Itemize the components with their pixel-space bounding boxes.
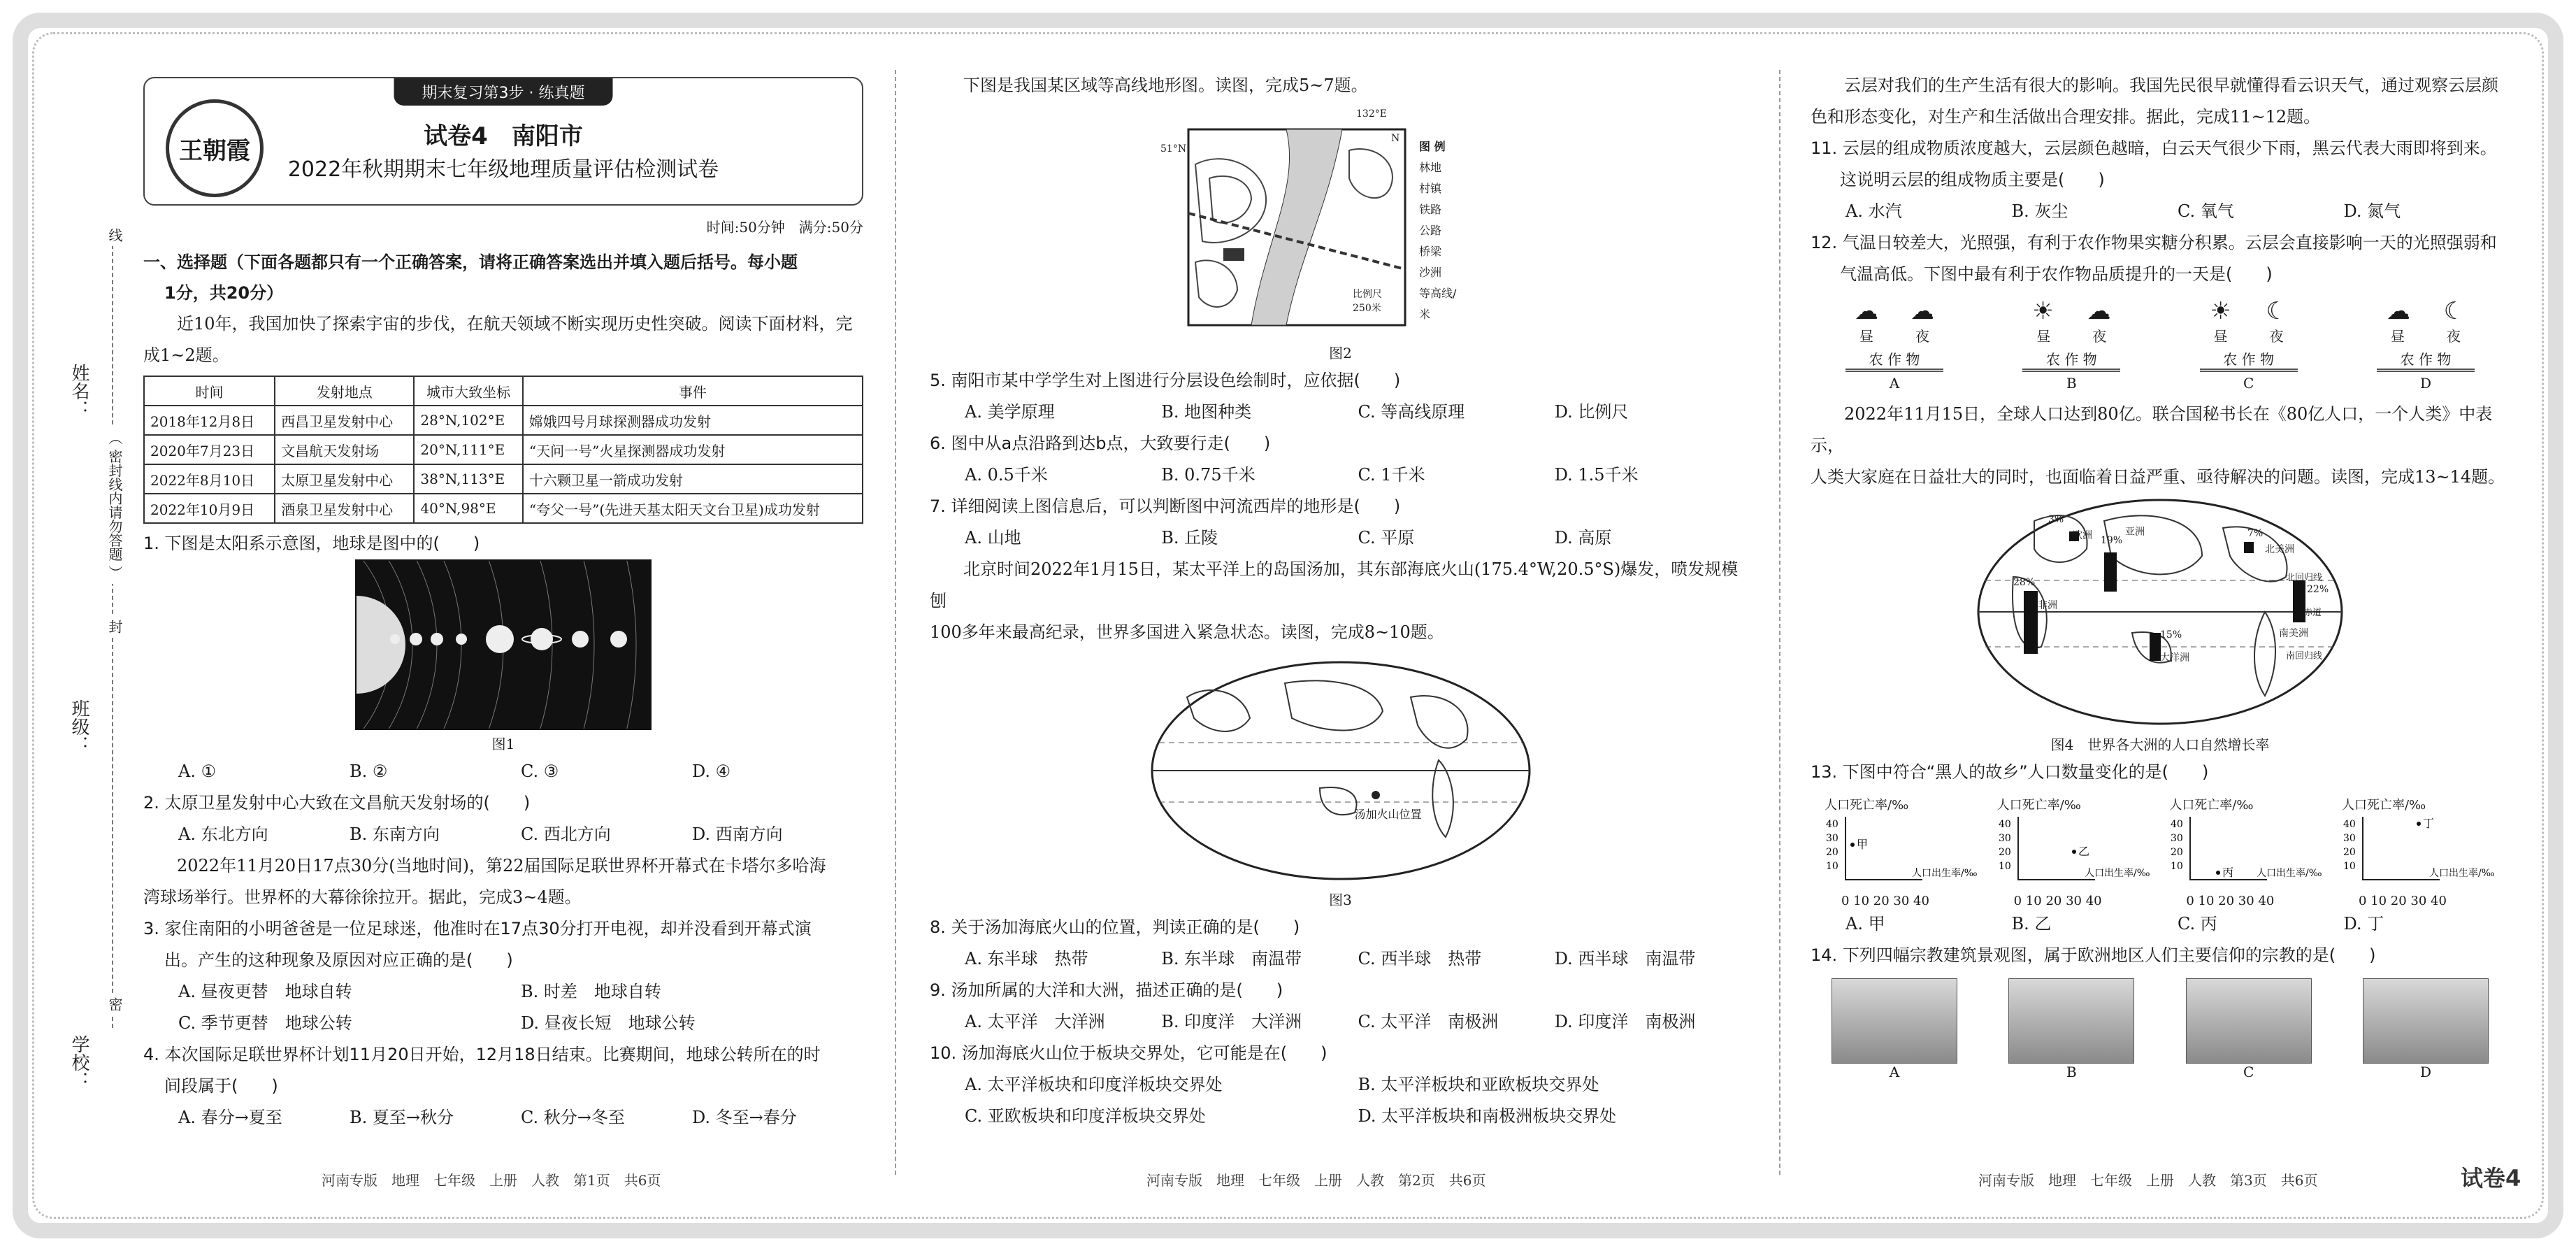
point-label: 丁 bbox=[2422, 817, 2434, 830]
option: A. 山地 bbox=[965, 528, 1021, 548]
x-axis-label: 人口出生率/‰ bbox=[1912, 868, 1978, 879]
day-label: 昼 bbox=[1859, 328, 1873, 345]
option: D. 太平洋板块和南极洲板块交界处 bbox=[1358, 1106, 1617, 1126]
label-equator: 赤道 bbox=[2303, 608, 2322, 618]
question-3: 3. 家住南阳的小明爸爸是一位足球迷，他准时在17点30分打开电视，却并没看到开幕式演 bbox=[143, 919, 812, 938]
x-tick-labels: 0 10 20 30 40 bbox=[2186, 894, 2275, 908]
option: B. 0.75千米 bbox=[1161, 465, 1255, 485]
question-14: 14. 下列四幅宗教建筑景观图，属于欧洲地区人们主要信仰的宗教的是( ) bbox=[1811, 945, 2376, 965]
weather-options bbox=[1811, 297, 2510, 392]
question-7: 7. 详细阅读上图信息后，可以判断图中河流西岸的地形是( ) bbox=[930, 496, 1401, 516]
option: D. 高原 bbox=[1554, 528, 1612, 548]
table-cell: 2022年10月9日 bbox=[144, 494, 275, 523]
y-axis-label: 人口死亡率/‰ bbox=[2169, 798, 2254, 813]
question-6: 6. 图中从a点沿路到达b点，大致要行走( ) bbox=[930, 434, 1271, 453]
options-q11 bbox=[1811, 196, 2510, 227]
mini-chart-plot bbox=[2342, 813, 2496, 890]
mini-chart-plot bbox=[1997, 813, 2151, 890]
option: A. ① bbox=[178, 762, 217, 781]
exam-header bbox=[143, 77, 863, 206]
legend-item: 桥梁 bbox=[1419, 245, 1442, 258]
crop-label: 农 作 物 bbox=[2377, 348, 2475, 372]
y-axis-label: 人口死亡率/‰ bbox=[2341, 798, 2426, 813]
option: B. 东南方向 bbox=[350, 824, 440, 844]
column-divider bbox=[1779, 70, 1780, 1175]
option: C. 季节更替 地球公转 bbox=[178, 1013, 352, 1033]
legend-item: 沙洲 bbox=[1419, 266, 1442, 279]
section-heading: 一、选择题（下面各题都只有一个正确答案，请将正确答案选出并填入题后括号。每小题 bbox=[143, 252, 798, 272]
table-cell: 嫦娥四号月球探测器成功发射 bbox=[523, 406, 863, 435]
option: C. 1千米 bbox=[1358, 465, 1425, 485]
y-tick-label: 10 bbox=[2343, 861, 2356, 872]
options-q4 bbox=[143, 1102, 863, 1134]
question-4: 4. 本次国际足联世界杯计划11月20日开始，12月18日结束。比赛期间，地球公转所在的时 bbox=[143, 1045, 821, 1064]
option-letter: B bbox=[2066, 1064, 2077, 1080]
option: A. 太平洋 大洋洲 bbox=[965, 1012, 1105, 1031]
table-row bbox=[144, 464, 863, 494]
label-oceania: 大洋洲 bbox=[2160, 652, 2189, 664]
table-cell: 酒泉卫星发射中心 bbox=[275, 494, 414, 523]
y-tick-label: 20 bbox=[1826, 847, 1839, 858]
pct-north-america: 7% bbox=[2247, 528, 2264, 539]
data-point bbox=[2417, 822, 2421, 826]
religious-buildings bbox=[1811, 978, 2510, 1080]
seal-word-2: 封 bbox=[105, 615, 125, 638]
x-axis-label: 人口出生率/‰ bbox=[2084, 868, 2150, 879]
pagoda-image bbox=[2363, 978, 2489, 1064]
options-q13 bbox=[1811, 908, 2510, 940]
options-q10 bbox=[930, 1069, 1751, 1132]
mini-chart bbox=[2169, 795, 2323, 908]
mini-chart-plot bbox=[1825, 813, 1978, 890]
page-2 bbox=[930, 63, 1751, 1189]
x-axis-label: 人口出生率/‰ bbox=[2429, 868, 2495, 879]
label-asia: 亚洲 bbox=[2125, 527, 2145, 538]
mosque-image bbox=[2008, 978, 2134, 1064]
option: B. 太平洋板块和亚欧板块交界处 bbox=[1358, 1075, 1599, 1094]
option: C. 等高线原理 bbox=[1358, 402, 1465, 422]
point-label: 甲 bbox=[1857, 838, 1869, 851]
label-tropic-cancer: 北回归线 bbox=[2286, 573, 2323, 583]
x-axis-label: 人口出生率/‰ bbox=[2257, 868, 2322, 879]
table-cell: 2022年8月10日 bbox=[144, 464, 275, 494]
table-cell: 2020年7月23日 bbox=[144, 435, 275, 464]
world-map bbox=[1145, 655, 1537, 886]
option: D. 比例尺 bbox=[1554, 402, 1629, 422]
y-axis-label: 人口死亡率/‰ bbox=[1996, 798, 2081, 813]
night-label: 夜 bbox=[2269, 328, 2284, 345]
y-tick-label: 40 bbox=[2171, 819, 2184, 830]
y-tick-label: 20 bbox=[1998, 847, 2011, 858]
option: B. 东半球 南温带 bbox=[1161, 949, 1302, 968]
exam-subtitle: 2022年秋期期末七年级地理质量评估检测试卷 bbox=[287, 157, 719, 182]
map-legend bbox=[1419, 136, 1461, 325]
option: A. 太平洋板块和印度洋板块交界处 bbox=[965, 1075, 1223, 1094]
option: D. 西半球 南温带 bbox=[1554, 949, 1696, 968]
option-letter: A bbox=[1889, 1064, 1900, 1080]
table-header: 城市大致坐标 bbox=[414, 376, 522, 406]
option: D. 氮气 bbox=[2343, 201, 2401, 221]
legend-item: 公路 bbox=[1419, 224, 1442, 237]
point-label: 丙 bbox=[2222, 866, 2234, 879]
pct-asia: 19% bbox=[2101, 535, 2123, 546]
solar-system-diagram bbox=[357, 561, 650, 729]
building-photo-a bbox=[1832, 978, 1957, 1080]
sun-icon: ☀ bbox=[2032, 297, 2054, 325]
options-q9 bbox=[930, 1006, 1751, 1038]
table-cell: 十六颗卫星一箭成功发射 bbox=[523, 464, 863, 494]
label-tropic-capricorn: 南回归线 bbox=[2286, 651, 2323, 662]
option: D. 冬至→春分 bbox=[692, 1108, 797, 1127]
question-1: 1. 下图是太阳系示意图，地球是图中的( ) bbox=[143, 534, 480, 553]
y-axis-label: 人口死亡率/‰ bbox=[1825, 798, 1909, 813]
day-label: 昼 bbox=[2390, 328, 2405, 345]
y-tick-label: 30 bbox=[2343, 833, 2356, 844]
options-q3 bbox=[143, 976, 863, 1039]
page3-intro-2: 色和形态变化，对生产和生活做出合理安排。据此，完成11~12题。 bbox=[1811, 107, 2321, 127]
y-tick-label: 40 bbox=[2343, 819, 2356, 830]
question-8: 8. 关于汤加海底火山的位置，判读正确的是( ) bbox=[930, 917, 1300, 937]
option: A. 0.5千米 bbox=[965, 465, 1048, 485]
y-tick-label: 30 bbox=[1998, 833, 2011, 844]
x-tick-labels: 0 10 20 30 40 bbox=[2358, 894, 2447, 908]
option: B. 灰尘 bbox=[2011, 201, 2068, 221]
question-9: 9. 汤加所属的大洋和大洲，描述正确的是( ) bbox=[930, 980, 1283, 1000]
section-heading-2: 1分，共20分） bbox=[164, 283, 284, 303]
intro-text-2: 成1~2题。 bbox=[143, 345, 229, 365]
weather-option-b bbox=[2015, 297, 2127, 392]
option: C. 平原 bbox=[1358, 528, 1415, 548]
table-row bbox=[144, 435, 863, 464]
y-tick-label: 10 bbox=[1998, 861, 2011, 872]
options-q7 bbox=[930, 522, 1751, 554]
footer-page-2: 河南专版 地理 七年级 上册 人教 第2页 共6页 bbox=[1146, 1172, 1486, 1189]
option: C. 太平洋 南极洲 bbox=[1358, 1012, 1499, 1031]
world-map-figure bbox=[1145, 655, 1537, 886]
mini-chart bbox=[1997, 795, 2151, 908]
y-tick-label: 20 bbox=[2171, 847, 2184, 858]
point-label: 乙 bbox=[2078, 845, 2089, 858]
temple-image bbox=[2186, 978, 2312, 1064]
night-label: 夜 bbox=[2446, 328, 2461, 345]
option-letter: C bbox=[2243, 375, 2254, 392]
table-cell: “天问一号”火星探测器成功发射 bbox=[523, 435, 863, 464]
pct-europe: 3% bbox=[2048, 514, 2064, 525]
option: C. 西北方向 bbox=[521, 824, 611, 844]
option: A. 昼夜更替 地球自转 bbox=[178, 982, 352, 1001]
option: A. 甲 bbox=[1845, 914, 1885, 934]
moon-icon: ☾ bbox=[2443, 297, 2466, 325]
figure-caption: 图4 世界各大洲的人口自然增长率 bbox=[2050, 736, 2270, 753]
y-tick-label: 30 bbox=[2171, 833, 2184, 844]
paper-badge: 试卷4 bbox=[2461, 1165, 2521, 1192]
option-letter: A bbox=[1889, 375, 1900, 392]
legend-item: 林地 bbox=[1419, 161, 1442, 174]
y-tick-label: 10 bbox=[2171, 861, 2184, 872]
cloud-icon: ☁ bbox=[1855, 297, 1878, 325]
option: A. 东半球 热带 bbox=[965, 949, 1088, 968]
mini-chart bbox=[2342, 795, 2496, 908]
context-8-10b: 100多年来最高纪录，世界多国进入紧急状态。读图，完成8~10题。 bbox=[930, 622, 1444, 642]
day-label: 昼 bbox=[2036, 328, 2051, 345]
option-letter: D bbox=[2419, 375, 2431, 392]
context-8-10: 北京时间2022年1月15日，某太平洋上的岛国汤加，其东部海底火山(175.4°W,20.5°S)爆发，喷发规模刨 bbox=[930, 559, 1739, 610]
crop-label: 农 作 物 bbox=[2200, 348, 2298, 372]
question-12: 12. 气温日较差大，光照强，有利于农作物果实糖分积累。云层会直接影响一天的光照强弱和 bbox=[1811, 233, 2497, 252]
population-map-figure bbox=[1971, 493, 2349, 731]
x-tick-labels: 0 10 20 30 40 bbox=[1841, 894, 1929, 908]
review-banner: 期末复习第3步 · 练真题 bbox=[394, 78, 613, 106]
table-cell: 文昌航天发射场 bbox=[275, 435, 414, 464]
options-q8 bbox=[930, 943, 1751, 975]
night-label: 夜 bbox=[2092, 328, 2107, 345]
intro-text: 近10年，我国加快了探索宇宙的步伐，在航天领域不断实现历史性突破。阅读下面材料，完 bbox=[177, 314, 853, 334]
exam-meta: 时间:50分钟 满分:50分 bbox=[706, 219, 863, 236]
weather-option-a bbox=[1839, 297, 1950, 392]
option: A. 东北方向 bbox=[178, 824, 268, 844]
option: D. 昼夜长短 地球公转 bbox=[521, 1013, 696, 1033]
option: C. 亚欧板块和印度洋板块交界处 bbox=[965, 1106, 1206, 1126]
label-europe: 欧洲 bbox=[2073, 530, 2092, 541]
page3-intro: 云层对我们的生产生活有很大的影响。我国先民很早就懂得看云识天气，通过观察云层颜 bbox=[1844, 76, 2498, 95]
table-cell: 38°N,113°E bbox=[414, 464, 522, 494]
option: D. 印度洋 南极洲 bbox=[1554, 1012, 1696, 1031]
table-cell: 西昌卫星发射中心 bbox=[275, 406, 414, 435]
table-header: 时间 bbox=[144, 376, 275, 406]
option: B. 时差 地球自转 bbox=[521, 982, 661, 1001]
figure-caption: 图3 bbox=[1329, 892, 1352, 908]
table-cell: 2018年12月8日 bbox=[144, 406, 275, 435]
option-letter: D bbox=[2419, 1064, 2431, 1080]
population-map bbox=[1971, 493, 2349, 731]
table-row bbox=[144, 494, 863, 523]
option: D. ④ bbox=[692, 762, 731, 781]
data-point bbox=[2072, 850, 2076, 854]
table-cell: “夸父一号”(先进天基太阳天文台卫星)成功发射 bbox=[523, 494, 863, 523]
seal-word-3: 密 bbox=[105, 993, 125, 1015]
question-13: 13. 下图中符合“黑人的故乡”人口数量变化的是( ) bbox=[1811, 762, 2209, 782]
option-letter: C bbox=[2243, 1064, 2254, 1080]
context-3-4b: 湾球场举行。世界杯的大幕徐徐拉开。据此，完成3~4题。 bbox=[143, 887, 582, 907]
option: C. 丙 bbox=[2178, 914, 2217, 934]
table-header: 事件 bbox=[523, 376, 863, 406]
figure-caption: 图1 bbox=[491, 736, 515, 752]
weather-option-d bbox=[2370, 297, 2482, 392]
school-label: 学校： bbox=[69, 1035, 89, 1089]
weather-option-c bbox=[2193, 297, 2305, 392]
seal-word-1: 线 bbox=[105, 224, 125, 246]
pct-south-america: 22% bbox=[2307, 584, 2329, 595]
option: A. 春分→夏至 bbox=[178, 1108, 282, 1127]
options-q2 bbox=[143, 819, 863, 850]
option: D. 丁 bbox=[2343, 914, 2384, 934]
night-label: 夜 bbox=[1915, 328, 1929, 345]
context-13-14: 2022年11月15日，全球人口达到80亿。联合国秘书长在《80亿人口，一个人类》中表示， bbox=[1811, 404, 2493, 455]
north-arrow: N bbox=[1391, 133, 1400, 144]
option: C. 秋分→冬至 bbox=[521, 1108, 625, 1127]
options-q1 bbox=[143, 756, 863, 787]
option: C. ③ bbox=[521, 762, 559, 781]
data-point bbox=[2216, 871, 2220, 875]
page-1 bbox=[143, 63, 863, 1189]
page-3 bbox=[1811, 63, 2510, 1189]
option: B. 丘陵 bbox=[1161, 528, 1218, 548]
column-divider bbox=[895, 70, 896, 1175]
options-q6 bbox=[930, 459, 1751, 491]
table-cell: 太原卫星发射中心 bbox=[275, 464, 414, 494]
table-row bbox=[144, 406, 863, 435]
option: B. 夏至→秋分 bbox=[350, 1108, 454, 1127]
footer-page-1: 河南专版 地理 七年级 上册 人教 第1页 共6页 bbox=[322, 1172, 661, 1189]
exam-title: 试卷4 南阳市 bbox=[424, 122, 583, 150]
option: B. ② bbox=[350, 762, 388, 781]
option: B. 印度洋 大洋洲 bbox=[1161, 1012, 1302, 1031]
building-photo-b bbox=[2008, 978, 2134, 1080]
option: C. 西半球 热带 bbox=[1358, 949, 1482, 968]
question-11b: 这说明云层的组成物质主要是( ) bbox=[1840, 170, 2105, 190]
page2-intro: 下图是我国某区域等高线地形图。读图，完成5~7题。 bbox=[963, 76, 1368, 95]
option: B. 乙 bbox=[2011, 914, 2052, 934]
pct-africa: 28% bbox=[2013, 577, 2036, 588]
table-header: 发射地点 bbox=[275, 376, 414, 406]
question-5: 5. 南阳市某中学学生对上图进行分层设色绘制时，应依据( ) bbox=[930, 371, 1401, 390]
footer-page-3: 河南专版 地理 七年级 上册 人教 第3页 共6页 bbox=[1978, 1172, 2318, 1189]
latitude-label: 51°N bbox=[1160, 143, 1187, 155]
mini-chart bbox=[1825, 795, 1978, 908]
option: B. 地图种类 bbox=[1161, 402, 1252, 422]
day-label: 昼 bbox=[2213, 328, 2228, 345]
figure-caption: 图2 bbox=[1329, 345, 1352, 362]
option: D. 西南方向 bbox=[692, 824, 783, 844]
option: D. 1.5千米 bbox=[1554, 465, 1639, 485]
legend-item: 村镇 bbox=[1419, 182, 1442, 195]
y-tick-label: 10 bbox=[1826, 861, 1839, 872]
y-tick-label: 40 bbox=[1826, 819, 1839, 830]
population-charts bbox=[1811, 795, 2510, 908]
publisher-logo: 王朝霞 bbox=[166, 99, 264, 197]
option: A. 水汽 bbox=[1845, 201, 1902, 221]
table-cell: 28°N,102°E bbox=[414, 406, 522, 435]
sun-icon: ☀ bbox=[2210, 297, 2231, 325]
seal-note: （ 密封线内请勿答题 ） bbox=[105, 427, 125, 584]
building-photo-c bbox=[2186, 978, 2312, 1080]
cloud-icon: ☁ bbox=[1911, 297, 1934, 325]
context-3-4: 2022年11月20日17点30分(当地时间)，第22届国际足联世界杯开幕式在卡塔尔多哈海 bbox=[177, 856, 826, 875]
moon-icon: ☾ bbox=[2266, 297, 2287, 325]
question-3b: 出。产生的这种现象及原因对应正确的是( ) bbox=[164, 950, 513, 970]
contour-map-figure bbox=[1160, 108, 1461, 339]
question-12b: 气温高低。下图中最有利于农作物品质提升的一天是( ) bbox=[1840, 264, 2273, 284]
options-q5 bbox=[930, 396, 1751, 428]
legend-item: 铁路 bbox=[1419, 203, 1442, 216]
name-label: 姓名： bbox=[69, 364, 89, 418]
table-cell: 20°N,111°E bbox=[414, 435, 522, 464]
question-10: 10. 汤加海底火山位于板块交界处，它可能是在( ) bbox=[930, 1043, 1327, 1063]
volcano-label: 汤加火山位置 bbox=[1354, 808, 1422, 821]
cathedral-image bbox=[1832, 978, 1957, 1064]
table-cell: 40°N,98°E bbox=[414, 494, 522, 523]
legend-item: 等高线/米 bbox=[1419, 287, 1457, 321]
question-11: 11. 云层的组成物质浓度越大，云层颜色越暗，白云天气很少下雨，黑云代表大雨即将到来。 bbox=[1811, 138, 2497, 158]
option-letter: B bbox=[2066, 375, 2077, 392]
question-2: 2. 太原卫星发射中心大致在文昌航天发射场的( ) bbox=[143, 793, 531, 813]
y-tick-label: 40 bbox=[1998, 819, 2011, 830]
cloud-icon: ☁ bbox=[2087, 297, 2111, 325]
scale-label: 比例尺 bbox=[1353, 289, 1382, 300]
crop-label: 农 作 物 bbox=[2022, 348, 2120, 372]
context-13-14b: 人类大家庭在日益壮大的同时，也面临着日益严重、亟待解决的问题。读图，完成13~14题。 bbox=[1811, 467, 2505, 487]
solar-system-figure bbox=[355, 559, 652, 730]
cloud-icon: ☁ bbox=[2386, 297, 2410, 325]
option: C. 氧气 bbox=[2178, 201, 2234, 221]
class-label: 班级： bbox=[69, 699, 89, 754]
longitude-label: 132°E bbox=[1356, 108, 1387, 120]
data-point bbox=[1850, 843, 1855, 847]
option: A. 美学原理 bbox=[965, 402, 1055, 422]
mini-chart-plot bbox=[2169, 813, 2323, 890]
pct-oceania: 15% bbox=[2160, 629, 2182, 641]
crop-label: 农 作 物 bbox=[1845, 348, 1943, 372]
launch-table bbox=[143, 376, 863, 524]
legend-title: 图 例 bbox=[1419, 140, 1446, 153]
x-tick-labels: 0 10 20 30 40 bbox=[2013, 894, 2102, 908]
question-4b: 间段属于( ) bbox=[164, 1076, 278, 1096]
y-tick-label: 30 bbox=[1826, 833, 1839, 844]
scale-value: 250米 bbox=[1353, 303, 1381, 314]
label-south-america: 南美洲 bbox=[2279, 628, 2308, 639]
building-photo-d bbox=[2363, 978, 2489, 1080]
label-north-america: 北美洲 bbox=[2265, 544, 2294, 555]
y-tick-label: 20 bbox=[2343, 847, 2356, 858]
label-africa: 非洲 bbox=[2038, 600, 2057, 611]
